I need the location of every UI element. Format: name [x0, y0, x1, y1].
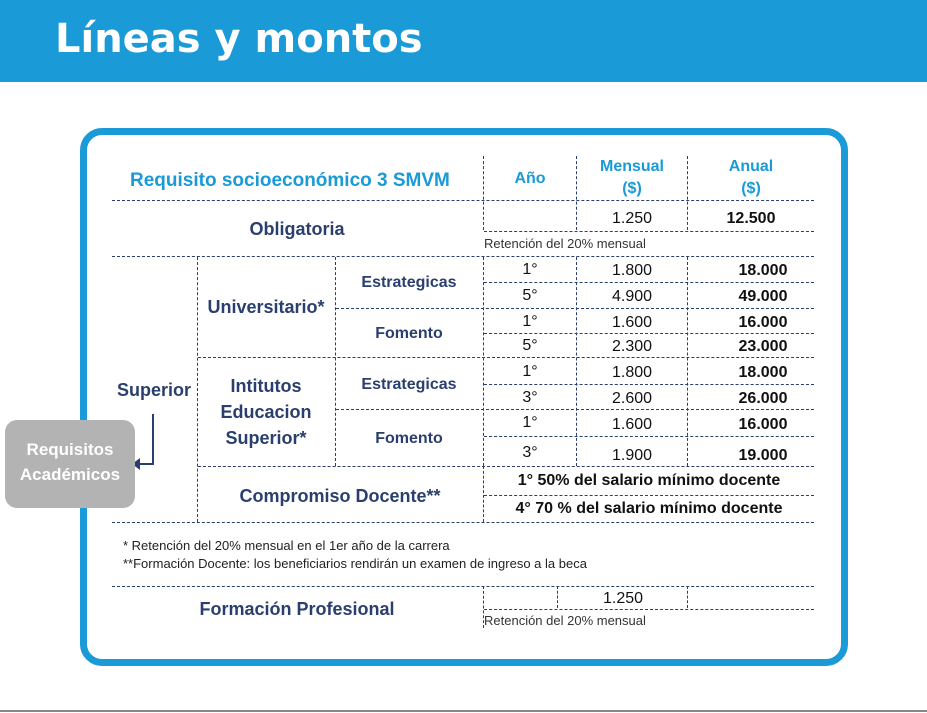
row-mensual: 1.600 — [611, 416, 653, 433]
grid-line — [483, 586, 484, 628]
grid-line — [484, 282, 814, 283]
grid-line — [687, 257, 688, 466]
grid-line — [484, 333, 814, 334]
universitario-label: Universitario* — [207, 297, 325, 317]
grid-line — [336, 308, 814, 309]
grid-line — [198, 466, 814, 467]
row-anual: 19.000 — [738, 447, 788, 464]
title-bar — [0, 0, 927, 82]
row-anio: 1° — [522, 363, 538, 380]
compromiso-line-1: 1° 50% del salario mínimo docente — [517, 472, 781, 489]
bottom-divider — [0, 710, 927, 712]
grid-line — [576, 257, 577, 466]
col-header-anio: Año — [514, 170, 546, 187]
row-anual: 18.000 — [738, 364, 788, 381]
obligatoria-note: Retención del 20% mensual — [484, 236, 646, 251]
row-mensual: 2.600 — [611, 390, 653, 407]
requisitos-badge-line-2: Académicos — [19, 465, 121, 484]
row-anio: 1° — [522, 414, 538, 431]
grid-line — [112, 256, 814, 257]
institutos-label-2: Educacion — [220, 402, 312, 422]
col-header-anual-unit: ($) — [741, 180, 761, 197]
grid-line — [483, 156, 484, 230]
connector-line — [152, 414, 154, 464]
institutos-label-1: Intitutos — [230, 376, 302, 396]
grid-line — [576, 156, 577, 230]
col-header-mensual: Mensual — [599, 158, 664, 175]
inst-estrategicas-label: Estrategicas — [361, 376, 457, 393]
row-mensual: 2.300 — [611, 338, 653, 355]
grid-line — [484, 384, 814, 385]
grid-line — [484, 495, 814, 496]
grid-line — [557, 586, 558, 608]
page-title: Líneas y montos — [55, 16, 423, 62]
row-anio: 3° — [522, 444, 538, 461]
row-anual: 26.000 — [738, 390, 788, 407]
univ-fomento-label: Fomento — [375, 325, 443, 342]
row-anio: 5° — [522, 337, 538, 354]
superior-label: Superior — [116, 380, 191, 400]
grid-line — [484, 609, 814, 610]
grid-line — [484, 231, 814, 232]
obligatoria-anual: 12.500 — [726, 210, 776, 227]
row-anual: 49.000 — [738, 288, 788, 305]
requisitos-badge-line-1: Requisitos — [26, 440, 114, 459]
row-mensual: 1.600 — [611, 314, 653, 331]
row-anio: 3° — [522, 389, 538, 406]
grid-line — [687, 586, 688, 608]
compromiso-label: Compromiso Docente** — [239, 486, 441, 506]
row-anual: 16.000 — [738, 416, 788, 433]
grid-line — [484, 436, 814, 437]
row-mensual: 1.800 — [611, 364, 653, 381]
univ-estrategicas-label: Estrategicas — [361, 274, 457, 291]
requisitos-academicos-badge[interactable] — [5, 420, 135, 508]
row-anual: 23.000 — [738, 338, 788, 355]
formacion-mensual: 1.250 — [602, 590, 644, 607]
footnote-2: **Formación Docente: los beneficiarios rendirán un examen de ingreso a la beca — [123, 556, 587, 571]
grid-line — [112, 586, 814, 587]
grid-line — [336, 409, 814, 410]
grid-line — [197, 257, 198, 522]
grid-line — [483, 466, 484, 522]
row-mensual: 4.900 — [611, 288, 653, 305]
row-anual: 18.000 — [738, 262, 788, 279]
grid-line — [483, 257, 484, 466]
grid-line — [198, 357, 814, 358]
row-mensual: 1.900 — [611, 447, 653, 464]
col-header-mensual-unit: ($) — [622, 180, 642, 197]
table-main-header: Requisito socioeconómico 3 SMVM — [130, 170, 450, 191]
grid-line — [112, 522, 814, 523]
col-header-anual: Anual — [728, 158, 774, 175]
obligatoria-mensual: 1.250 — [611, 210, 653, 227]
formacion-note: Retención del 20% mensual — [484, 613, 646, 628]
footnote-1: * Retención del 20% mensual en el 1er año de la carrera — [123, 538, 450, 553]
row-anio: 1° — [522, 313, 538, 330]
row-anual: 16.000 — [738, 314, 788, 331]
row-anio: 1° — [522, 261, 538, 278]
compromiso-line-2: 4° 70 % del salario mínimo docente — [515, 500, 783, 517]
institutos-label-3: Superior* — [225, 428, 307, 448]
obligatoria-label: Obligatoria — [249, 219, 345, 239]
row-mensual: 1.800 — [611, 262, 653, 279]
grid-line — [335, 257, 336, 466]
formacion-label: Formación Profesional — [199, 599, 395, 619]
grid-line — [687, 156, 688, 230]
row-anio: 5° — [522, 287, 538, 304]
grid-line — [112, 200, 814, 201]
inst-fomento-label: Fomento — [375, 430, 443, 447]
